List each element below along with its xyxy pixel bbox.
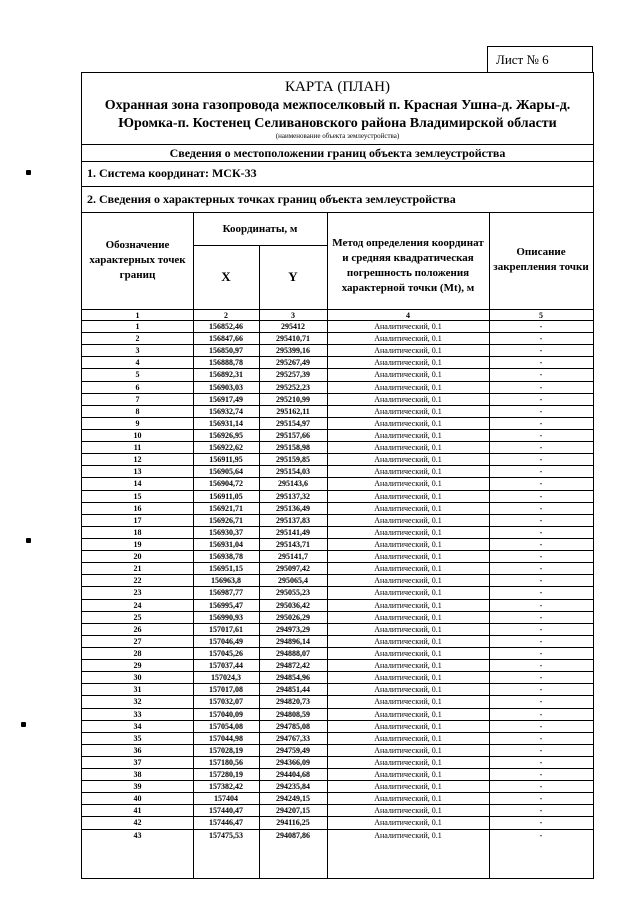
header-coordinates: Координаты, м xyxy=(222,222,298,235)
method: Аналитический, 0.1 xyxy=(374,818,442,828)
point-number: 41 xyxy=(133,806,142,816)
method: Аналитический, 0.1 xyxy=(374,661,442,671)
table-row xyxy=(82,623,593,635)
table-row xyxy=(82,816,593,828)
header-designation: Обозначение характерных точек границ xyxy=(89,238,186,281)
coord-x: 156905,64 xyxy=(209,467,243,477)
coord-system: 1. Система координат: МСК-33 xyxy=(87,166,257,180)
method: Аналитический, 0.1 xyxy=(374,806,442,816)
coord-y: 295399,16 xyxy=(276,346,310,356)
description: - xyxy=(539,745,543,755)
coord-x: 156921,71 xyxy=(209,503,243,513)
table-row xyxy=(82,344,593,356)
coord-y: 294087,86 xyxy=(276,830,310,840)
description: - xyxy=(539,636,543,646)
description: - xyxy=(539,394,543,404)
method: Аналитический, 0.1 xyxy=(374,709,442,719)
method: Аналитический, 0.1 xyxy=(374,406,442,416)
coord-y: 294973,29 xyxy=(276,624,310,634)
subtitle-note: (наименование объекта землеустройства) xyxy=(275,132,400,140)
coord-x: 156987,77 xyxy=(209,588,243,598)
coord-x: 156932,74 xyxy=(209,406,243,416)
divider xyxy=(82,144,593,145)
point-number: 37 xyxy=(133,757,142,767)
coord-y: 295097,42 xyxy=(276,564,310,574)
method: Аналитический, 0.1 xyxy=(374,527,442,537)
description: - xyxy=(539,709,543,719)
coord-x: 156926,71 xyxy=(209,515,243,525)
description: - xyxy=(539,588,543,598)
coord-y: 295412 xyxy=(281,322,305,331)
point-number: 2 xyxy=(135,334,140,344)
point-number: 34 xyxy=(133,721,142,731)
description: - xyxy=(539,794,543,804)
description: - xyxy=(539,685,543,695)
table-row xyxy=(82,683,593,695)
coord-y: 294366,09 xyxy=(276,757,310,767)
method: Аналитический, 0.1 xyxy=(374,455,442,465)
coord-y: 294404,68 xyxy=(276,770,310,780)
method: Аналитический, 0.1 xyxy=(374,430,442,440)
table-row xyxy=(82,829,593,841)
table-row xyxy=(82,574,593,586)
coord-x: 156904,72 xyxy=(209,479,243,489)
point-number: 26 xyxy=(133,624,142,634)
description: - xyxy=(539,770,543,780)
header-method: Метод определения координат и средняя квадратическая погрешность положения характерной точки (Mt), м xyxy=(332,237,484,294)
method: Аналитический, 0.1 xyxy=(374,539,442,549)
point-number: 9 xyxy=(135,418,140,428)
col-number: 2 xyxy=(224,311,228,320)
method: Аналитический, 0.1 xyxy=(374,370,442,380)
coord-x: 156911,95 xyxy=(209,455,243,465)
coord-x: 157044,98 xyxy=(209,733,243,743)
description: - xyxy=(539,418,543,428)
point-number: 4 xyxy=(135,358,140,368)
column-number-row xyxy=(82,309,593,320)
table-row xyxy=(82,768,593,780)
description: - xyxy=(539,733,543,743)
description: - xyxy=(539,515,543,525)
table-row xyxy=(82,477,593,489)
point-number: 1 xyxy=(135,322,140,331)
point-number: 27 xyxy=(133,636,142,646)
coord-y: 295065,4 xyxy=(278,576,308,586)
coord-y: 294249,15 xyxy=(276,794,310,804)
method: Аналитический, 0.1 xyxy=(374,685,442,695)
table-row xyxy=(82,332,593,344)
coord-x: 157054,08 xyxy=(209,721,243,731)
coord-x: 156850,97 xyxy=(209,346,243,356)
coord-y: 295137,32 xyxy=(276,491,310,501)
coord-y: 294851,44 xyxy=(276,685,310,695)
point-number: 21 xyxy=(133,564,142,574)
description: - xyxy=(539,624,543,634)
method: Аналитический, 0.1 xyxy=(374,358,442,368)
point-number: 15 xyxy=(133,491,142,501)
point-number: 28 xyxy=(133,648,142,658)
column-divider xyxy=(327,213,328,878)
description: - xyxy=(539,539,543,549)
divider xyxy=(193,245,327,246)
document-frame xyxy=(81,72,594,879)
sheet-number: Лист № 6 xyxy=(487,46,593,73)
method: Аналитический, 0.1 xyxy=(374,648,442,658)
coord-x: 156922,62 xyxy=(209,443,243,453)
description: - xyxy=(539,600,543,610)
method: Аналитический, 0.1 xyxy=(374,721,442,731)
coord-y: 294235,84 xyxy=(276,782,310,792)
description: - xyxy=(539,358,543,368)
coord-y: 295055,23 xyxy=(276,588,310,598)
coord-x: 157382,42 xyxy=(209,782,243,792)
table-row xyxy=(82,465,593,477)
table-row xyxy=(82,502,593,514)
point-number: 32 xyxy=(133,697,142,707)
coord-x: 157180,56 xyxy=(209,757,243,767)
col-number: 4 xyxy=(406,311,410,320)
description: - xyxy=(539,322,543,331)
coord-x: 156926,95 xyxy=(209,430,243,440)
point-number: 11 xyxy=(133,443,142,453)
coord-y: 294207,15 xyxy=(276,806,310,816)
table-row xyxy=(82,417,593,429)
coord-y: 295136,49 xyxy=(276,503,310,513)
coord-y: 295141,7 xyxy=(278,552,308,562)
coord-y: 294896,14 xyxy=(276,636,310,646)
point-number: 39 xyxy=(133,782,142,792)
coord-y: 295141,49 xyxy=(276,527,310,537)
coord-x: 156931,04 xyxy=(209,539,243,549)
header-y: Y xyxy=(288,268,298,284)
description: - xyxy=(539,612,543,622)
subtitle-line-2: Юромка-п. Костенец Селивановского района Владимирской области xyxy=(118,116,557,131)
point-number: 29 xyxy=(133,661,142,671)
coord-y: 294808,59 xyxy=(276,709,310,719)
col-number: 1 xyxy=(135,311,140,320)
coord-y: 294820,73 xyxy=(276,697,310,707)
method: Аналитический, 0.1 xyxy=(374,770,442,780)
method: Аналитический, 0.1 xyxy=(374,394,442,404)
coord-y: 295410,71 xyxy=(276,334,310,344)
coord-x: 156931,14 xyxy=(209,418,243,428)
table-row xyxy=(82,514,593,526)
col-number: 3 xyxy=(291,311,295,320)
description: - xyxy=(539,721,543,731)
coord-y: 295026,29 xyxy=(276,612,310,622)
coord-x: 156990,93 xyxy=(209,612,243,622)
coord-x: 156917,49 xyxy=(209,394,243,404)
method: Аналитический, 0.1 xyxy=(374,515,442,525)
coord-y: 295210,99 xyxy=(276,394,310,404)
point-number: 25 xyxy=(133,612,142,622)
table-row xyxy=(82,562,593,574)
description: - xyxy=(539,552,543,562)
coord-x: 156847,66 xyxy=(209,334,243,344)
method: Аналитический, 0.1 xyxy=(374,479,442,489)
coord-x: 156903,03 xyxy=(209,382,243,392)
point-number: 16 xyxy=(133,503,142,513)
coord-y: 294116,25 xyxy=(276,818,310,828)
method: Аналитический, 0.1 xyxy=(374,346,442,356)
table-row xyxy=(82,599,593,611)
coord-x: 156951,15 xyxy=(209,564,243,574)
col-number: 5 xyxy=(539,311,543,320)
description: - xyxy=(539,564,543,574)
table-row xyxy=(82,441,593,453)
table-row xyxy=(82,732,593,744)
coord-x: 157045,26 xyxy=(209,648,243,658)
method: Аналитический, 0.1 xyxy=(374,588,442,598)
coord-x: 156892,31 xyxy=(209,370,243,380)
description: - xyxy=(539,334,543,344)
table-row xyxy=(82,368,593,380)
points-table xyxy=(82,320,593,841)
method: Аналитический, 0.1 xyxy=(374,673,442,683)
coord-x: 156888,78 xyxy=(209,358,243,368)
method: Аналитический, 0.1 xyxy=(374,443,442,453)
coord-y: 294888,07 xyxy=(276,648,310,658)
point-number: 43 xyxy=(133,830,142,840)
coord-y: 295159,85 xyxy=(276,455,310,465)
method: Аналитический, 0.1 xyxy=(374,503,442,513)
table-row xyxy=(82,744,593,756)
description: - xyxy=(539,479,543,489)
point-number: 22 xyxy=(133,576,142,586)
point-number: 17 xyxy=(133,515,142,525)
coord-y: 295157,66 xyxy=(276,430,310,440)
coord-x: 157017,61 xyxy=(209,624,243,634)
method: Аналитический, 0.1 xyxy=(374,600,442,610)
point-number: 30 xyxy=(133,673,142,683)
coord-y: 294785,08 xyxy=(276,721,310,731)
description: - xyxy=(539,757,543,767)
coord-y: 295154,97 xyxy=(276,418,310,428)
table-row xyxy=(82,586,593,598)
method: Аналитический, 0.1 xyxy=(374,636,442,646)
point-number: 42 xyxy=(133,818,142,828)
coord-x: 157446,47 xyxy=(209,818,243,828)
method: Аналитический, 0.1 xyxy=(374,467,442,477)
coord-x: 157280,19 xyxy=(209,770,243,780)
description: - xyxy=(539,467,543,477)
table-row xyxy=(82,393,593,405)
point-number: 19 xyxy=(133,539,142,549)
table-row xyxy=(82,720,593,732)
point-number: 3 xyxy=(135,346,140,356)
table-row xyxy=(82,708,593,720)
coord-x: 157440,47 xyxy=(209,806,243,816)
point-number: 7 xyxy=(135,394,140,404)
method: Аналитический, 0.1 xyxy=(374,745,442,755)
description: - xyxy=(539,346,543,356)
description: - xyxy=(539,406,543,416)
table-row xyxy=(82,356,593,368)
points-header: 2. Сведения о характерных точках границ объекта землеустройства xyxy=(87,192,456,206)
column-divider xyxy=(193,213,194,878)
coord-x: 157475,53 xyxy=(209,830,243,840)
scan-mark xyxy=(21,722,26,727)
description: - xyxy=(539,673,543,683)
table-row xyxy=(82,647,593,659)
coord-x: 156852,46 xyxy=(209,322,243,331)
point-number: 24 xyxy=(133,600,142,610)
section-header: Сведения о местоположении границ объекта землеустройства xyxy=(169,146,506,160)
point-number: 31 xyxy=(133,685,142,695)
method: Аналитический, 0.1 xyxy=(374,830,442,840)
coord-x: 157017,08 xyxy=(209,685,243,695)
header-x: X xyxy=(221,268,231,284)
method: Аналитический, 0.1 xyxy=(374,757,442,767)
description: - xyxy=(539,661,543,671)
description: - xyxy=(539,382,543,392)
table-row xyxy=(82,659,593,671)
table-row xyxy=(82,320,593,332)
title-block xyxy=(82,73,593,143)
method: Аналитический, 0.1 xyxy=(374,612,442,622)
coord-y: 294872,42 xyxy=(276,661,310,671)
point-number: 13 xyxy=(133,467,142,477)
point-number: 8 xyxy=(135,406,140,416)
table-row xyxy=(82,695,593,707)
point-number: 40 xyxy=(133,794,142,804)
coord-x: 156930,37 xyxy=(209,527,243,537)
description: - xyxy=(539,697,543,707)
description: - xyxy=(539,503,543,513)
method: Аналитический, 0.1 xyxy=(374,322,442,331)
column-divider xyxy=(489,213,490,878)
table-row xyxy=(82,756,593,768)
coord-y: 295143,6 xyxy=(278,479,308,489)
point-number: 14 xyxy=(133,479,142,489)
coord-y: 295162,11 xyxy=(276,406,310,416)
point-number: 36 xyxy=(133,745,142,755)
table-row xyxy=(82,429,593,441)
description: - xyxy=(539,648,543,658)
coord-y: 295267,49 xyxy=(276,358,310,368)
column-divider xyxy=(259,245,260,878)
table-row xyxy=(82,611,593,623)
point-number: 6 xyxy=(135,382,140,392)
coord-y: 295252,23 xyxy=(276,382,310,392)
table-row xyxy=(82,526,593,538)
coord-y: 295154,03 xyxy=(276,467,310,477)
method: Аналитический, 0.1 xyxy=(374,334,442,344)
coord-x: 157037,44 xyxy=(209,661,243,671)
method: Аналитический, 0.1 xyxy=(374,697,442,707)
coord-y: 295257,39 xyxy=(276,370,310,380)
table-row xyxy=(82,792,593,804)
method: Аналитический, 0.1 xyxy=(374,782,442,792)
table-row xyxy=(82,671,593,683)
method: Аналитический, 0.1 xyxy=(374,794,442,804)
table-row xyxy=(82,550,593,562)
description: - xyxy=(539,830,543,840)
method: Аналитический, 0.1 xyxy=(374,382,442,392)
coord-x: 156963,8 xyxy=(211,576,241,586)
description: - xyxy=(539,818,543,828)
method: Аналитический, 0.1 xyxy=(374,564,442,574)
coord-x: 156995,47 xyxy=(209,600,243,610)
point-number: 12 xyxy=(133,455,142,465)
coord-y: 294759,49 xyxy=(276,745,310,755)
description: - xyxy=(539,527,543,537)
coord-x: 157024,3 xyxy=(211,673,241,683)
table-row xyxy=(82,453,593,465)
coord-x: 157040,09 xyxy=(209,709,243,719)
divider xyxy=(82,161,593,162)
method: Аналитический, 0.1 xyxy=(374,624,442,634)
coord-y: 295137,83 xyxy=(276,515,310,525)
method: Аналитический, 0.1 xyxy=(374,733,442,743)
divider xyxy=(82,186,593,187)
point-number: 35 xyxy=(133,733,142,743)
point-number: 33 xyxy=(133,709,142,719)
coord-x: 156911,05 xyxy=(209,491,243,501)
description: - xyxy=(539,430,543,440)
method: Аналитический, 0.1 xyxy=(374,491,442,501)
document-title: КАРТА (ПЛАН) xyxy=(284,79,391,95)
description: - xyxy=(539,806,543,816)
coord-y: 295036,42 xyxy=(276,600,310,610)
coord-x: 157046,49 xyxy=(209,636,243,646)
point-number: 38 xyxy=(133,770,142,780)
subtitle-line-1: Охранная зона газопровода межпоселковый п. Красная Ушна-д. Жары-д. xyxy=(104,98,571,113)
description: - xyxy=(539,491,543,501)
header-description: Описание закрепления точки xyxy=(493,246,589,273)
table-row xyxy=(82,490,593,502)
point-number: 23 xyxy=(133,588,142,598)
coord-y: 295143,71 xyxy=(276,539,310,549)
point-number: 10 xyxy=(133,430,142,440)
scan-mark xyxy=(26,170,31,175)
description: - xyxy=(539,782,543,792)
point-number: 18 xyxy=(133,527,142,537)
method: Аналитический, 0.1 xyxy=(374,418,442,428)
description: - xyxy=(539,455,543,465)
coord-y: 294854,96 xyxy=(276,673,310,683)
table-row xyxy=(82,635,593,647)
method: Аналитический, 0.1 xyxy=(374,552,442,562)
coord-x: 157032,07 xyxy=(209,697,243,707)
scan-mark xyxy=(26,538,31,543)
table-row xyxy=(82,405,593,417)
coord-y: 294767,33 xyxy=(276,733,310,743)
table-row xyxy=(82,381,593,393)
point-number: 20 xyxy=(133,552,142,562)
coord-x: 157404 xyxy=(214,794,238,804)
description: - xyxy=(539,576,543,586)
point-number: 5 xyxy=(135,370,140,380)
table-row xyxy=(82,804,593,816)
table-row xyxy=(82,780,593,792)
coord-x: 157028,19 xyxy=(209,745,243,755)
table-row xyxy=(82,538,593,550)
coord-y: 295158,98 xyxy=(276,443,310,453)
coord-x: 156938,78 xyxy=(209,552,243,562)
description: - xyxy=(539,370,543,380)
description: - xyxy=(539,443,543,453)
method: Аналитический, 0.1 xyxy=(374,576,442,586)
